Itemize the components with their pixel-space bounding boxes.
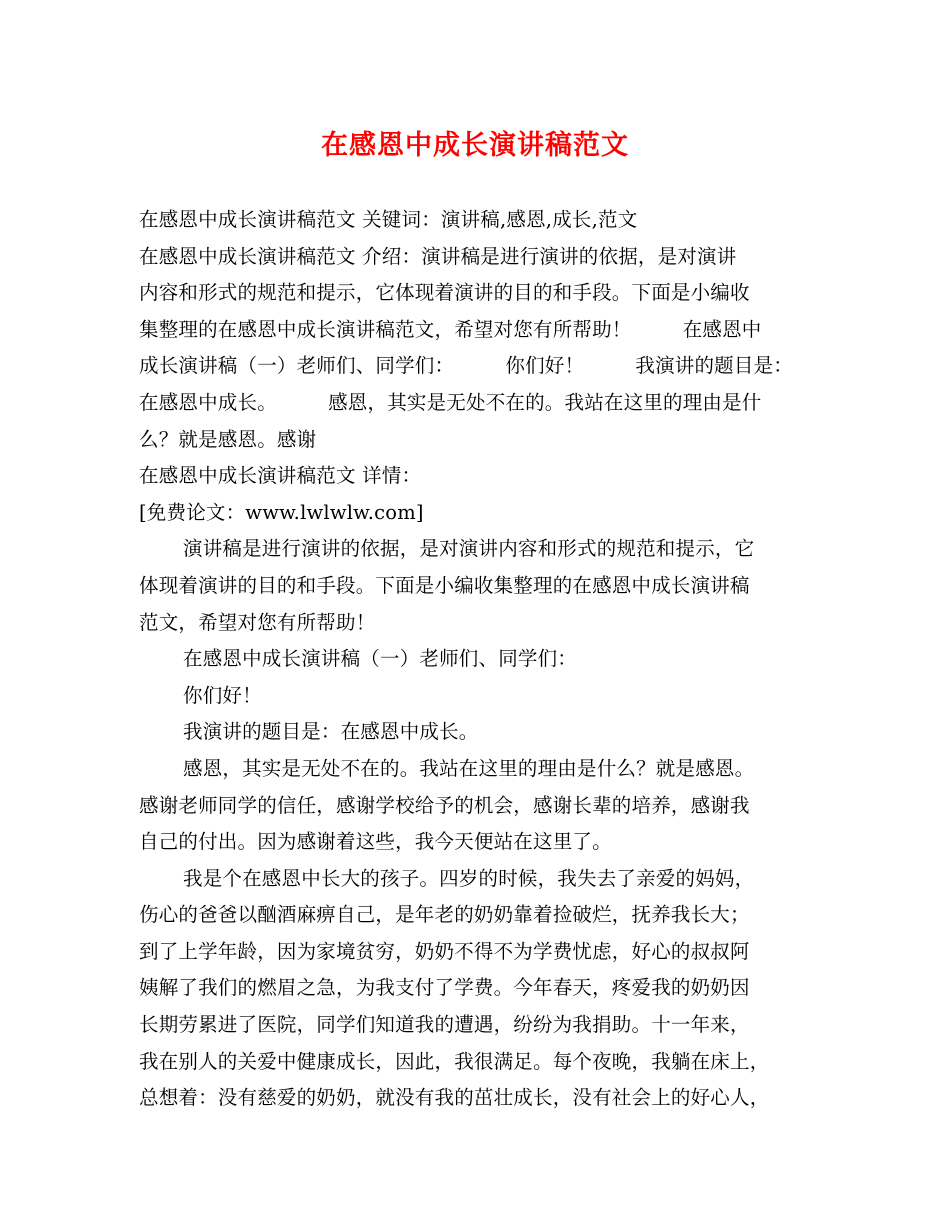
text-line: [免费论文：www.lwlwlw.com]: [139, 500, 424, 524]
text-line: 在感恩中成长演讲稿范文 关键词：演讲稿,感恩,成长,范文: [139, 208, 638, 231]
text-line: 你们好！: [183, 683, 262, 707]
text-line: 长期劳累进了医院，同学们知道我的遭遇，纷纷为我捐助。十一年来，: [139, 1013, 750, 1037]
text-line: 成长演讲稿（一）老师们、同学们： 你们好！ 我演讲的题目是：: [139, 354, 793, 378]
text-line: 么？就是感恩。感谢: [139, 427, 317, 451]
text-line: 演讲稿是进行演讲的依据，是对演讲内容和形式的规范和提示，它: [183, 537, 755, 561]
text-line: 在感恩中成长。 感恩，其实是无处不在的。我站在这里的理由是什: [139, 390, 762, 414]
text-line: 我是个在感恩中长大的孩子。四岁的时候，我失去了亲爱的妈妈，: [183, 866, 755, 890]
text-line: 感谢老师同学的信任，感谢学校给予的机会，感谢长辈的培养，感谢我: [139, 793, 750, 817]
document-title: 在感恩中成长演讲稿范文: [321, 130, 629, 161]
text-line: 总想着：没有慈爱的奶奶，就没有我的茁壮成长，没有社会上的好心人，: [139, 1086, 770, 1110]
text-line: 感恩，其实是无处不在的。我站在这里的理由是什么？就是感恩。: [183, 756, 755, 780]
document-body: [139, 202, 829, 1117]
text-line: 在感恩中成长演讲稿（一）老师们、同学们：: [183, 647, 578, 671]
text-line: 范文，希望对您有所帮助！: [139, 610, 376, 634]
text-line: 我在别人的关爱中健康成长，因此，我很满足。每个夜晚，我躺在床上，: [139, 1049, 770, 1073]
text-line: 姨解了我们的燃眉之急，为我支付了学费。今年春天，疼爱我的奶奶因: [139, 976, 750, 1000]
text-line: 到了上学年龄，因为家境贫穷，奶奶不得不为学费忧虑，好心的叔叔阿: [139, 939, 750, 963]
text-line: 在感恩中成长演讲稿范文 详情：: [139, 464, 422, 488]
text-line: 在感恩中成长演讲稿范文 介绍：演讲稿是进行演讲的依据，是对演讲: [139, 244, 737, 268]
text-line: 内容和形式的规范和提示，它体现着演讲的目的和手段。下面是小编收: [139, 281, 750, 305]
text-line: 我演讲的题目是：在感恩中成长。: [183, 720, 479, 744]
text-line: 体现着演讲的目的和手段。下面是小编收集整理的在感恩中成长演讲稿: [139, 573, 750, 597]
text-line: 自己的付出。因为感谢着这些，我今天便站在这里了。: [139, 830, 612, 854]
text-line: 集整理的在感恩中成长演讲稿范文，希望对您有所帮助！ 在感恩中: [139, 317, 762, 341]
text-line: 伤心的爸爸以酗酒麻痹自己，是年老的奶奶靠着捡破烂，抚养我长大；: [139, 903, 750, 927]
